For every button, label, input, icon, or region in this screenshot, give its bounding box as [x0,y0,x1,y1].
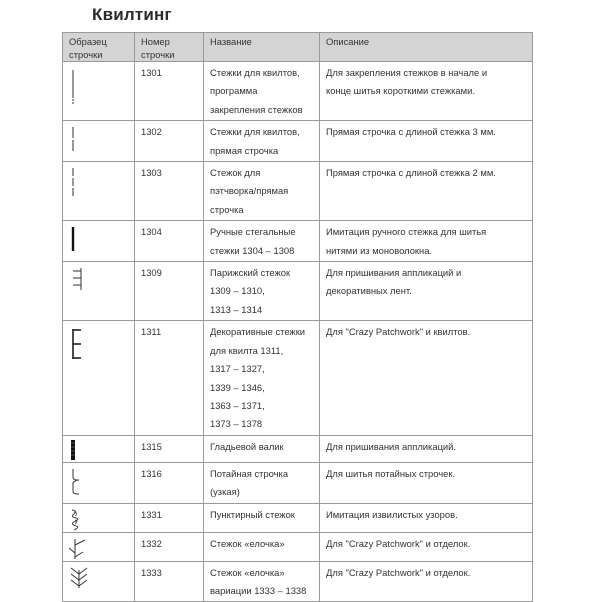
stitch-table [62,32,533,602]
stitch-description: Для "Crazy Patchwork" и отделок. [320,532,533,561]
stitch-number: 1311 [135,321,204,435]
table-row [63,221,533,262]
feather-stitch-icon [69,537,93,561]
straight-stitch-short-icon [69,66,89,116]
table-row [63,561,533,602]
header-description: Описание [320,33,533,62]
table-row [63,121,533,162]
stitch-description: Для "Crazy Patchwork" и отделок. [320,561,533,602]
table-header-row [63,33,533,62]
table-row [63,462,533,503]
feather-stitch-variation-icon [69,566,93,596]
stitch-description: Имитация ручного стежка для шитья нитями из моноволокна. [320,221,533,262]
stitch-number: 1309 [135,262,204,321]
straight-stitch-3mm-icon [69,125,89,159]
stitch-description: Имитация извилистых узоров. [320,503,533,532]
table-row [63,321,533,435]
stitch-description: Прямая строчка с длиной стежка 2 мм. [320,162,533,221]
stitch-name: Стежки для квилтов, прямая строчка [204,121,320,162]
header-number: Номер строчки [135,33,204,62]
header-sample: Образец строчки [63,33,135,62]
stitch-number: 1333 [135,561,204,602]
hand-look-stitch-icon [69,225,89,259]
stitch-name: Стежок «елочка» [204,532,320,561]
stitch-name: Ручные стегальные стежки 1304 – 1308 [204,221,320,262]
stitch-description: Прямая строчка с длиной стежка 3 мм. [320,121,533,162]
stitch-name: Потайная строчка (узкая) [204,462,320,503]
stitch-description: Для пришивания аппликаций и декоративных лент. [320,262,533,321]
stitch-number: 1304 [135,221,204,262]
decorative-quilt-stitch-icon [69,325,93,365]
table-row [63,262,533,321]
stitch-number: 1332 [135,532,204,561]
stippling-stitch-icon [69,508,89,532]
stitch-description: Для шитья потайных строчек. [320,462,533,503]
header-name: Название [204,33,320,62]
stitch-name: Декоративные стежки для квилта 1311, 1317 – 1327, 1339 – 1346, 1363 – 1371, 1373 – 1378 [204,321,320,435]
table-row [63,503,533,532]
table-row [63,435,533,462]
stitch-number: 1302 [135,121,204,162]
stitch-description: Для "Crazy Patchwork" и квилтов. [320,321,533,435]
blind-hem-stitch-icon [69,467,89,501]
stitch-name: Стежок для пэтчворка/прямая строчка [204,162,320,221]
table-row [63,62,533,121]
table-row [63,162,533,221]
paris-stitch-icon [69,266,93,306]
stitch-number: 1315 [135,435,204,462]
stitch-number: 1331 [135,503,204,532]
stitch-name: Стежок «елочка» вариации 1333 – 1338 [204,561,320,602]
stitch-name: Гладьевой валик [204,435,320,462]
stitch-name: Парижский стежок 1309 – 1310, 1313 – 1314 [204,262,320,321]
satin-stitch-icon [69,440,89,462]
stitch-description: Для пришивания аппликаций. [320,435,533,462]
stitch-name: Стежки для квилтов, программа закрепления стежков [204,62,320,121]
page-title: Квилтинг [92,5,172,24]
stitch-number: 1303 [135,162,204,221]
table-row [63,532,533,561]
stitch-number: 1316 [135,462,204,503]
stitch-description: Для закрепления стежков в начале и конце шитья короткими стежками. [320,62,533,121]
stitch-name: Пунктирный стежок [204,503,320,532]
straight-stitch-2mm-icon [69,166,89,206]
stitch-number: 1301 [135,62,204,121]
